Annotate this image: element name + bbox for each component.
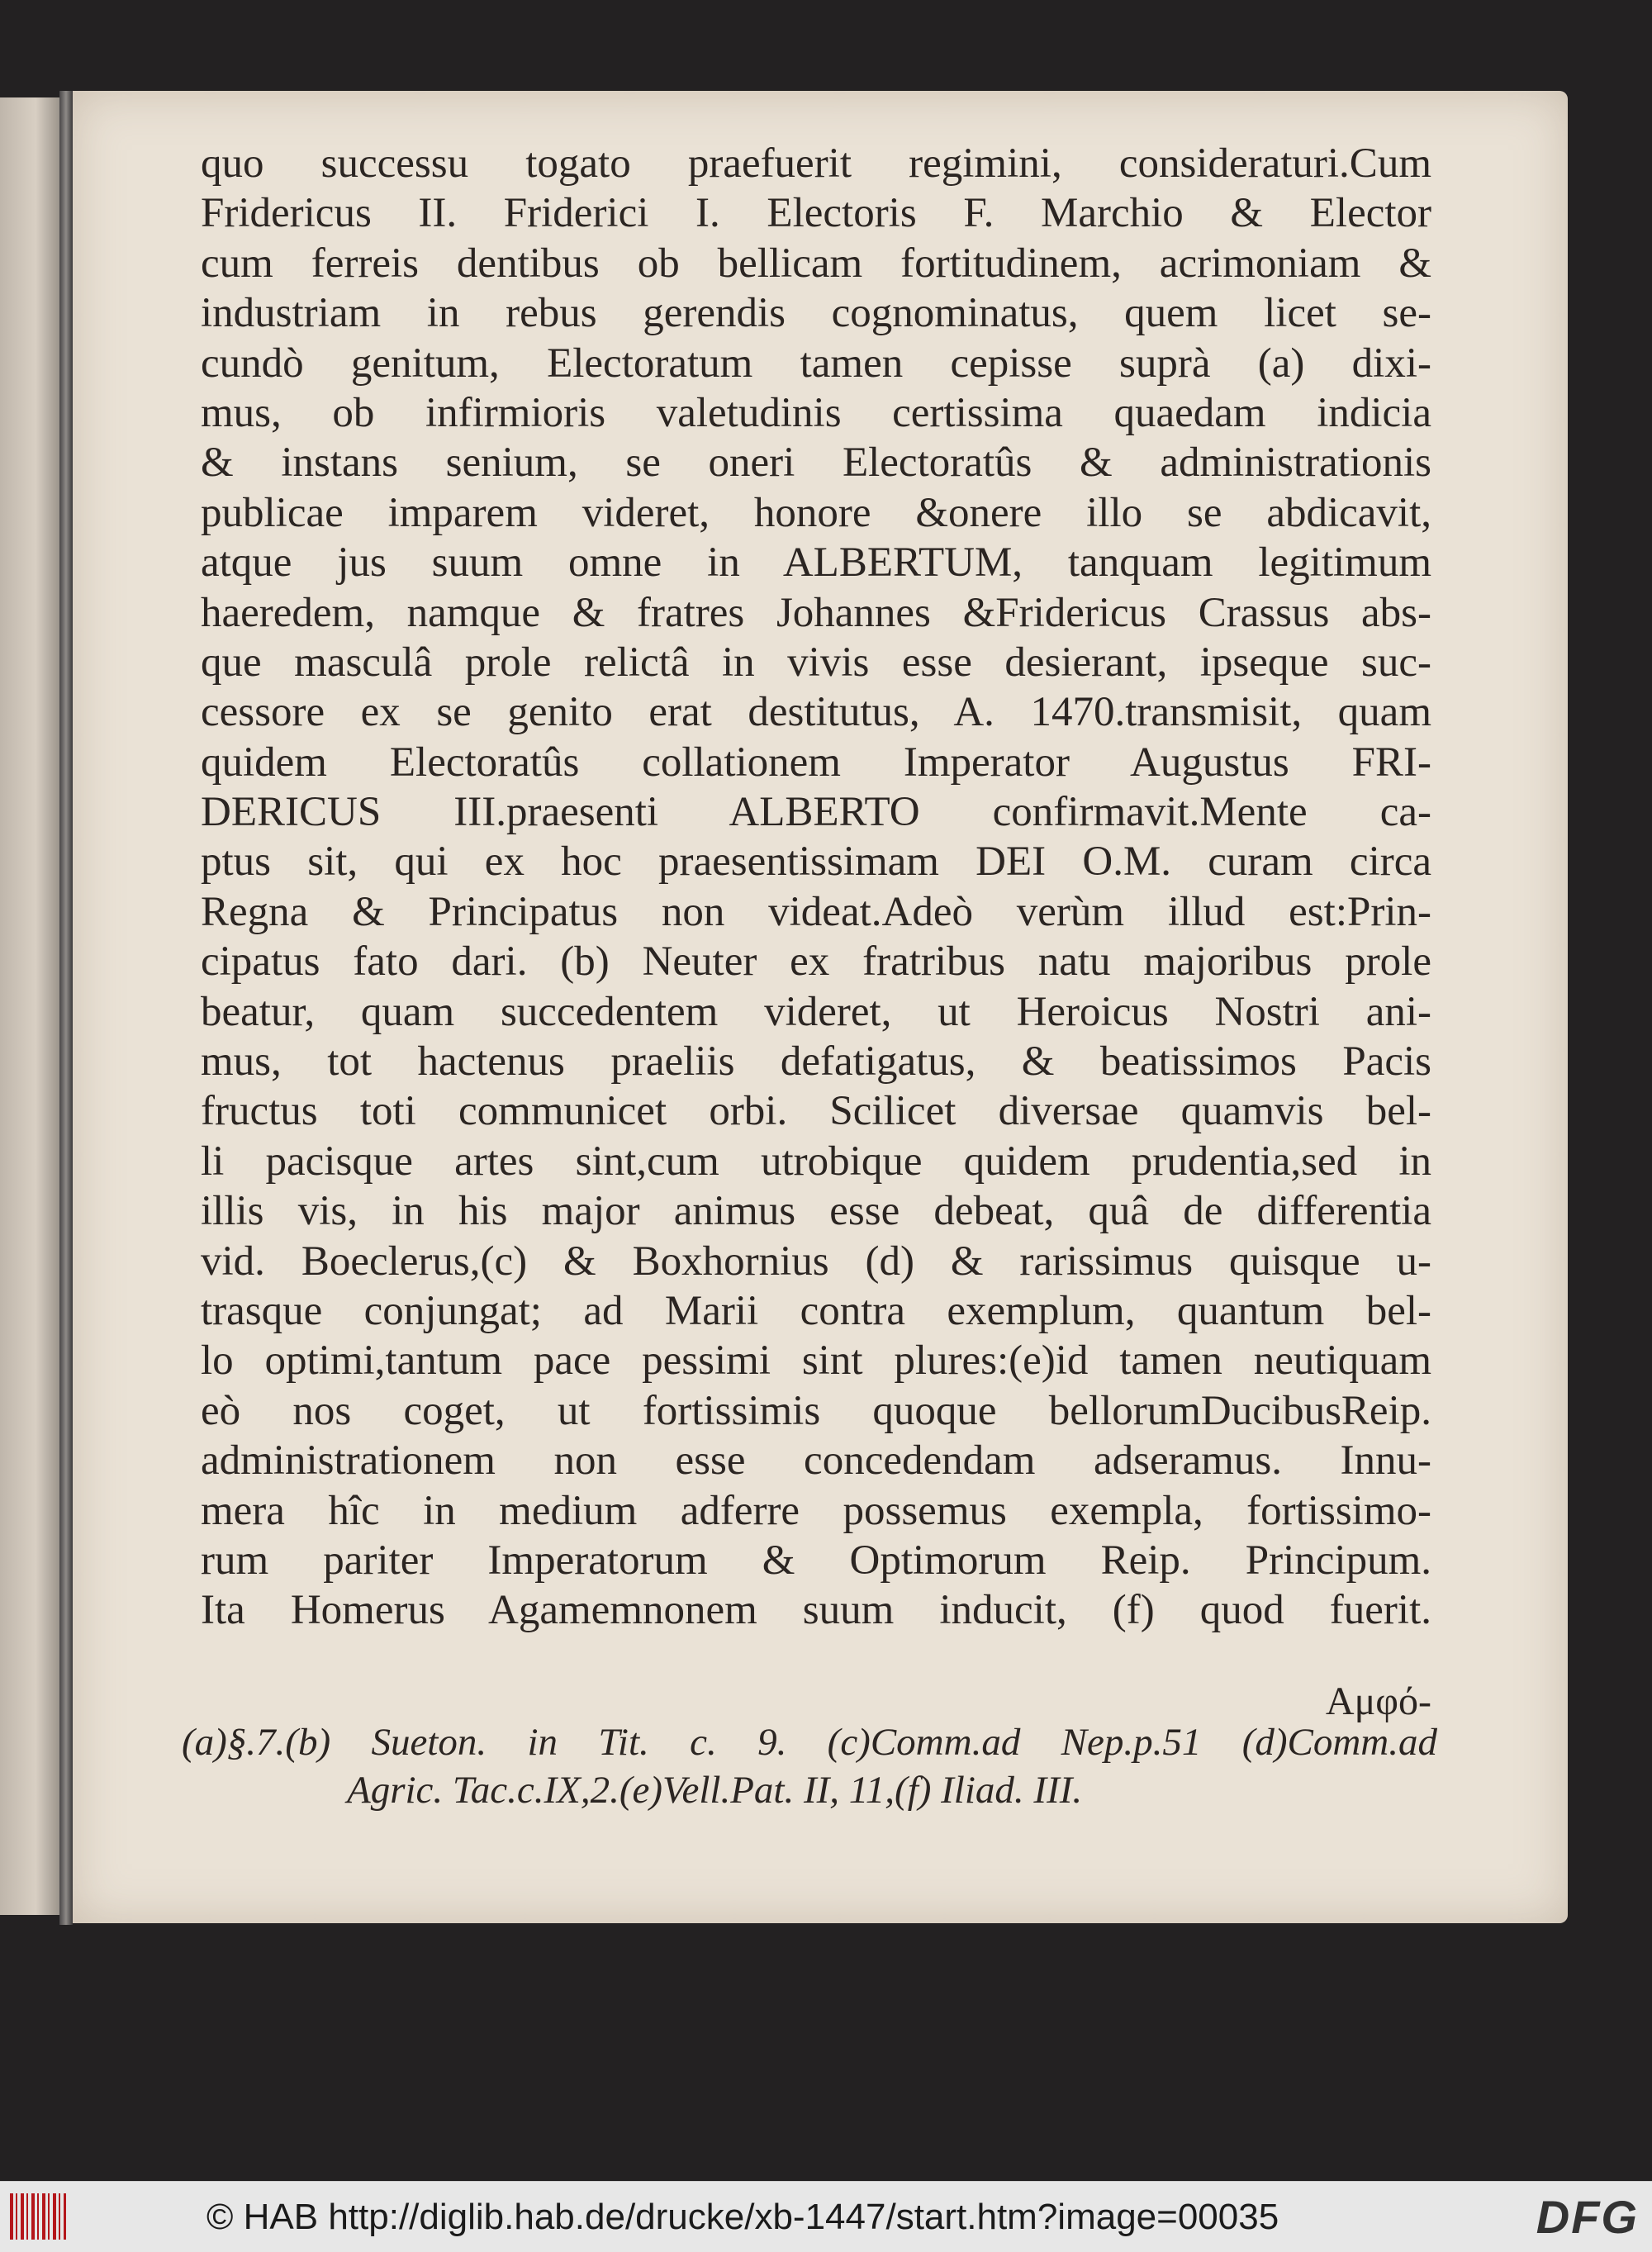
text-line: cessore ex se genito erat destitutus, A. 1470.transmisit, quam	[201, 689, 1431, 736]
footnotes	[182, 1718, 1437, 1814]
text-line: quo successu togato praefuerit regimini, consideraturi.Cum	[201, 140, 1431, 187]
text-line: vid. Boeclerus,(c) & Boxhornius (d) & rarissimus quisque u-	[201, 1238, 1431, 1285]
copyright-link[interactable]: © HAB http://diglib.hab.de/drucke/xb-1447/start.htm?image=00035	[206, 2197, 1279, 2237]
text-line: fructus toti communicet orbi. Scilicet diversae quamvis bel-	[201, 1088, 1431, 1135]
text-line: Fridericus II. Friderici I. Electoris F. Marchio & Elector	[201, 190, 1431, 237]
text-line: & instans senium, se oneri Electoratûs & administrationis	[201, 439, 1431, 487]
previous-page-edge	[0, 97, 59, 1915]
footnote-line: Agric. Tac.c.IX,2.(e)Vell.Pat. II, 11,(f) Iliad. III.	[347, 1769, 1083, 1812]
text-line: illis vis, in his major animus esse debeat, quâ de differentia	[201, 1188, 1431, 1235]
text-line: administrationem non esse concedendam adseramus. Innu-	[201, 1437, 1431, 1485]
text-line: haeredem, namque & fratres Johannes &Fridericus Crassus abs-	[201, 589, 1431, 636]
text-line: Regna & Principatus non videat.Adeò verùm illud est:Prin-	[201, 888, 1431, 935]
text-line: atque jus suum omne in ALBERTUM, tanquam legitimum	[201, 539, 1431, 587]
binding-strip	[59, 91, 73, 1925]
text-line: DERICUS III.praesenti ALBERTO confirmavit.Mente ca-	[201, 789, 1431, 836]
text-line: eò nos coget, ut fortissimis quoque bellorumDucibusReip.	[201, 1387, 1431, 1434]
text-line: trasque conjungat; ad Marii contra exemplum, quantum bel-	[201, 1287, 1431, 1334]
text-line: cundò genitum, Electoratum tamen cepisse suprà (a) dixi-	[201, 340, 1431, 387]
book-page	[73, 91, 1568, 1923]
text-line: cipatus fato dari. (b) Neuter ex fratribus natu majoribus prole	[201, 938, 1431, 986]
text-line: que masculâ prole relictâ in vivis esse desierant, ipseque suc-	[201, 639, 1431, 686]
text-line: cum ferreis dentibus ob bellicam fortitudinem, acrimoniam &	[201, 240, 1431, 287]
text-line: rum pariter Imperatorum & Optimorum Reip. Principum.	[201, 1537, 1431, 1584]
footnote-line: (a)§.7.(b) Sueton. in Tit. c. 9. (c)Comm.ad Nep.p.51 (d)Comm.ad	[182, 1721, 1437, 1764]
dfg-logo: DFG	[1536, 2191, 1639, 2243]
text-line: li pacisque artes sint,cum utrobique quidem prudentia,sed in	[201, 1138, 1431, 1185]
text-line: mus, tot hactenus praeliis defatigatus, & beatissimos Pacis	[201, 1038, 1431, 1086]
text-line: publicae imparem videret, honore &onere illo se abdicavit,	[201, 489, 1431, 536]
catchword: Αμφό-	[1325, 1679, 1431, 1723]
footer-bar	[0, 2181, 1652, 2252]
text-line: industriam in rebus gerendis cognominatus, quem licet se-	[201, 290, 1431, 337]
text-line: quidem Electoratûs collationem Imperator Augustus FRI-	[201, 739, 1431, 786]
text-line: ptus sit, qui ex hoc praesentissimam DEI O.M. curam circa	[201, 839, 1431, 886]
text-line: mus, ob infirmioris valetudinis certissima quaedam indicia	[201, 389, 1431, 436]
text-line: mera hîc in medium adferre possemus exempla, fortissimo-	[201, 1487, 1431, 1534]
text-line: beatur, quam succedentem videret, ut Heroicus Nostri ani-	[201, 988, 1431, 1035]
barcode-icon	[10, 2193, 66, 2240]
text-line: lo optimi,tantum pace pessimi sint plures:(e)id tamen neutiquam	[201, 1337, 1431, 1385]
text-line: Ita Homerus Agamemnonem suum inducit, (f) quod fuerit.	[201, 1587, 1431, 1634]
body-text	[201, 139, 1431, 1636]
